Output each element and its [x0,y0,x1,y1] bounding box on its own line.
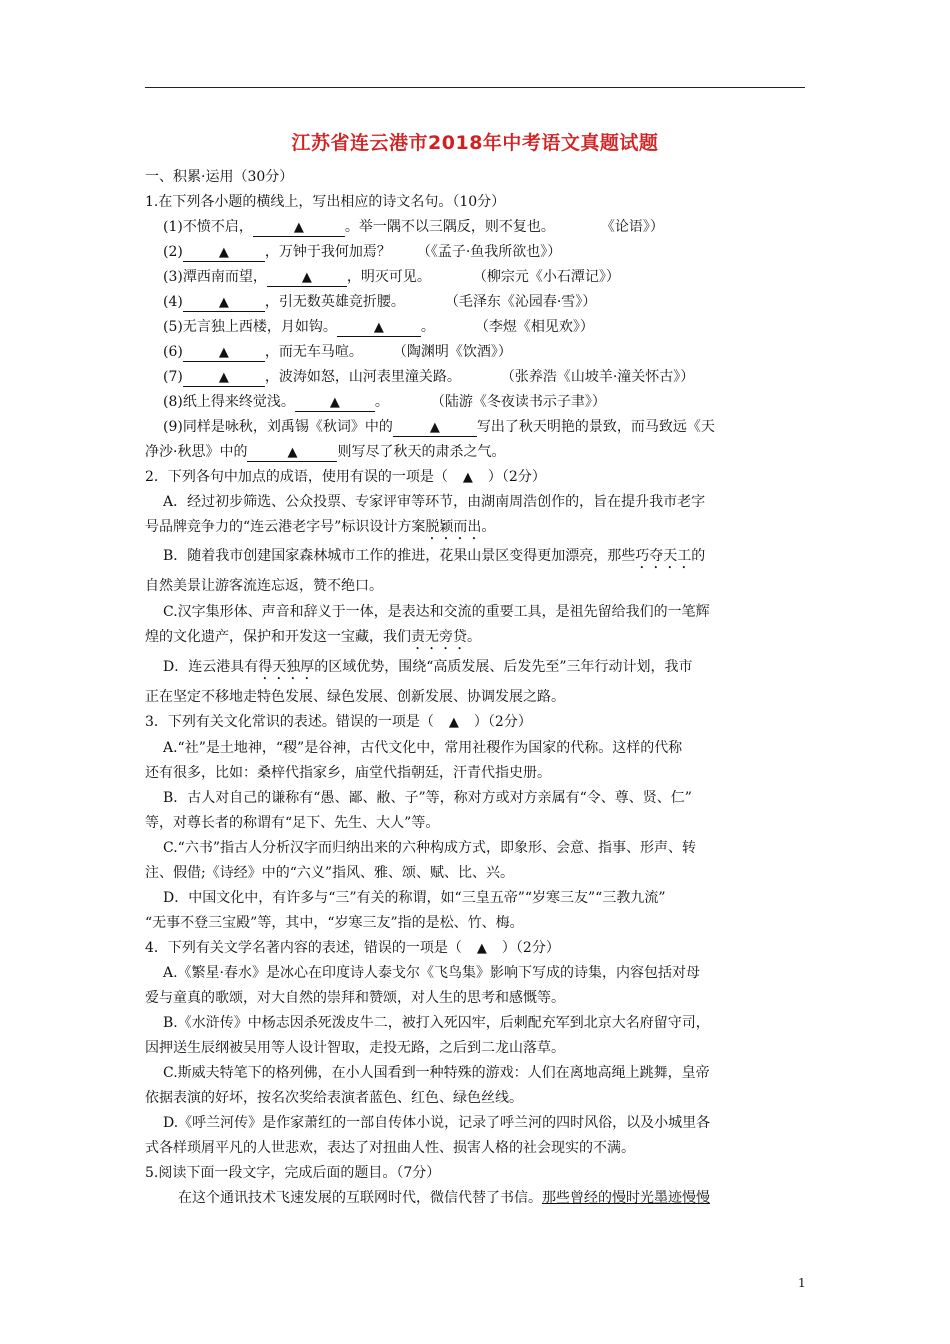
section-heading: 一、积累·运用（30分） [145,169,294,185]
q2-option-b-cont: 自然美景让游客流连忘返，赞不绝口。 [145,578,383,594]
answer-choice-blank[interactable]: ▲ [462,470,473,485]
question-1-stem: 1.在下列各小题的横线上，写出相应的诗文名句。（10分） [145,194,506,210]
q3-option-b-cont: 等，对尊长者的称谓有“足下、先生、大人”等。 [145,815,440,831]
q1-item-6: (6) ▲ ，而无车马喧。 （陶渊明《饮酒》） [163,344,512,360]
q3-option-c-cont: 注、假借;《诗经》中的“六义”指风、雅、颂、赋、比、兴。 [145,865,515,881]
q4-option-c-cont: 依据表演的好坏，按名次奖给表演者蓝色、红色、绿色丝线。 [145,1090,523,1106]
answer-blank[interactable]: ▲ [267,270,347,287]
answer-blank[interactable]: ▲ [183,370,265,387]
q4-option-d-cont: 式各样琐屑平凡的人世悲欢，表达了对扭曲人性、损害人格的社会现实的不满。 [145,1140,635,1156]
q4-option-a: A.《繁星·春水》是冰心在印度诗人泰戈尔《飞鸟集》影响下写成的诗集，内容包括对母 [163,965,701,981]
q2-option-a: A．经过初步筛选、公众投票、专家评审等环节，由湖南周浩创作的，旨在提升我市老字 [163,494,706,510]
emphasized-idiom: 巧夺天工 [635,548,692,564]
q2-option-d: D．连云港具有得天独厚的区域优势，围绕“高质发展、后发先至”三年行动计划，我市 [163,659,693,675]
q3-option-d: D．中国文化中，有许多与“三”有关的称谓，如“三皇五帝”“岁寒三友”“三教九流” [163,890,666,906]
answer-blank[interactable]: ▲ [253,220,345,237]
answer-choice-blank[interactable]: ▲ [448,715,459,730]
q2-option-c-cont: 煌的文化遗产，保护和开发这一宝藏，我们责无旁贷。 [145,629,481,645]
q4-option-a-cont: 爱与童真的歌颂，对大自然的崇拜和赞颂，对人生的思考和感慨等。 [145,990,565,1006]
q1-item-9-cont: 净沙·秋思》中的 ▲ 则写尽了秋天的肃杀之气。 [145,444,506,460]
question-3-stem: 3．下列有关文化常识的表述。错误的一项是（ ▲ ）（2分） [145,714,532,730]
page-title: 江苏省连云港市2018年中考语文真题试题 [291,132,659,154]
q3-option-d-cont: “无事不登三宝殿”等，其中，“岁寒三友”指的是松、竹、梅。 [145,915,524,931]
answer-blank[interactable]: ▲ [295,395,375,412]
emphasized-idiom: 得天独厚 [258,659,315,675]
q5-passage: 在这个通讯技术飞速发展的互联网时代，微信代替了书信。那些曾经的慢时光墨迹慢慢 [178,1190,710,1206]
q2-option-c: C.汉字集形体、声音和辞义于一体，是表达和交流的重要工具，是祖先留给我们的一笔辉 [163,604,710,620]
q4-option-b-cont: 因押送生辰纲被吴用等人设计智取，走投无路，之后到二龙山落草。 [145,1040,565,1056]
question-4-stem: 4．下列有关文学名著内容的表述，错误的一项是（ ▲ ）（2分） [145,940,560,956]
question-5-stem: 5.阅读下面一段文字，完成后面的题目。（7分） [145,1165,441,1181]
answer-blank[interactable]: ▲ [247,445,337,462]
question-2-stem: 2．下列各句中加点的成语，使用有误的一项是（ ▲ ）（2分） [145,469,546,485]
q3-option-a: A.“社”是土地神，“稷”是谷神，古代文化中，常用社稷作为国家的代称。这样的代称 [163,740,683,756]
q3-option-b: B．古人对自己的谦称有“愚、鄙、敝、子”等，称对方或对方亲属有“令、尊、贤、仁” [163,790,692,806]
q1-item-8: (8)纸上得来终觉浅。 ▲ 。 （陆游《冬夜读书示子聿》） [163,394,606,410]
page-number: 1 [798,1276,806,1290]
answer-blank[interactable]: ▲ [183,245,265,262]
q1-item-1: (1)不愤不启， ▲ 。举一隅不以三隅反，则不复也。 《论语》） [163,219,664,235]
answer-blank[interactable]: ▲ [183,295,265,312]
answer-choice-blank[interactable]: ▲ [476,941,487,956]
q3-option-c: C.“六书”指古人分析汉字而归纳出来的六种构成方式，即象形、会意、指事、形声、转 [163,840,696,856]
underlined-phrase: 那些曾经的慢时光墨迹慢慢 [542,1190,710,1206]
q2-option-b: B．随着我市创建国家森林城市工作的推进，花果山景区变得更加漂亮，那些巧夺天工的 [163,548,706,564]
answer-blank[interactable]: ▲ [393,420,477,437]
q1-item-5: (5)无言独上西楼，月如钩。 ▲ 。 （李煜《相见欢》） [163,319,594,335]
q4-option-d: D.《呼兰河传》是作家萧红的一部自传体小说，记录了呼兰河的四时风俗，以及小城里各 [163,1115,711,1131]
q4-option-c: C.斯威夫特笔下的格列佛，在小人国看到一种特殊的游戏：人们在离地高绳上跳舞，皇帝 [163,1065,710,1081]
q1-item-3: (3)潭西南而望， ▲ ，明灭可见。 （柳宗元《小石潭记》） [163,269,620,285]
q2-option-a-cont: 号品牌竞争力的“连云港老字号”标识设计方案脱颖而出。 [145,519,496,535]
q1-item-2: (2) ▲ ，万钟于我何加焉？ （《孟子·鱼我所欲也》） [163,244,562,260]
answer-blank[interactable]: ▲ [337,320,421,337]
q4-option-b: B.《水浒传》中杨志因杀死泼皮牛二，被打入死囚牢，后刺配充军到北京大名府留守司， [163,1015,710,1031]
q1-item-7: (7) ▲ ，波涛如怒，山河表里潼关路。 （张养浩《山坡羊·潼关怀古》） [163,369,695,385]
q1-item-4: (4) ▲ ，引无数英雄竞折腰。 （毛泽东《沁园春·雪》） [163,294,597,310]
answer-blank[interactable]: ▲ [183,345,265,362]
q1-item-9: (9)同样是咏秋，刘禹锡《秋词》中的 ▲ 写出了秋天明艳的景致，而马致远《天 [163,419,715,435]
q3-option-a-cont: 还有很多，比如：桑梓代指家乡，庙堂代指朝廷，汗青代指史册。 [145,765,551,781]
emphasized-idiom: 脱颖而出 [425,519,482,535]
q2-option-d-cont: 正在坚定不移地走特色发展、绿色发展、创新发展、协调发展之路。 [145,689,565,705]
emphasized-idiom: 责无旁贷 [411,629,467,645]
header-rule [145,87,805,88]
